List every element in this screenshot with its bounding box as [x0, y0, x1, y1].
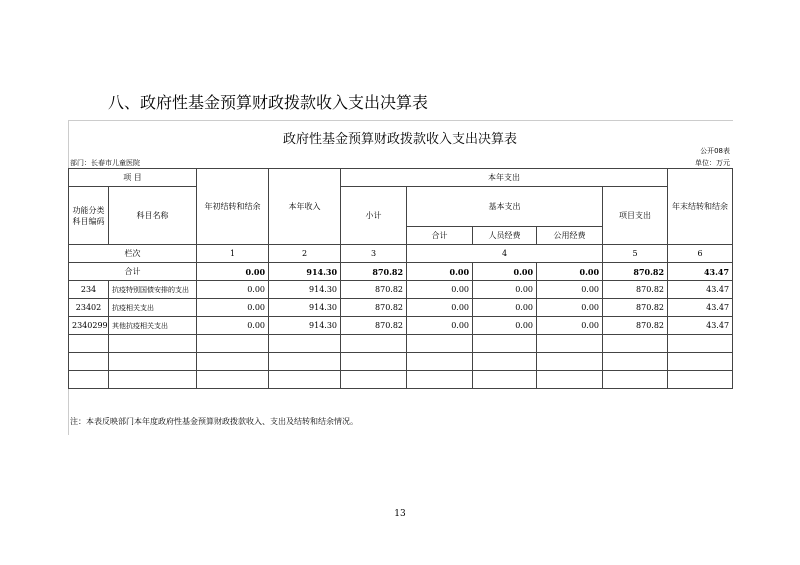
- header-income: 本年收入: [269, 169, 341, 245]
- header-basic-expense: 基本支出: [407, 187, 603, 227]
- total-subtotal: 870.82: [341, 263, 407, 281]
- total-label: 合计: [69, 263, 197, 281]
- row-begin: 0.00: [197, 317, 269, 335]
- total-income: 914.30: [269, 263, 341, 281]
- row-code: 234: [69, 281, 109, 299]
- empty-row: [69, 335, 733, 353]
- row-personnel: 0.00: [473, 317, 537, 335]
- total-personnel: 0.00: [473, 263, 537, 281]
- budget-table: [68, 168, 733, 389]
- row-subtotal: 870.82: [341, 281, 407, 299]
- header-basic-total: 合计: [407, 227, 473, 245]
- row-public: 0.00: [537, 281, 603, 299]
- row-subtotal: 870.82: [341, 299, 407, 317]
- table-row: [69, 299, 733, 317]
- row-basic-total: 0.00: [407, 317, 473, 335]
- empty-row: [69, 353, 733, 371]
- row-project: 870.82: [603, 317, 668, 335]
- table-row: [69, 317, 733, 335]
- header-public: 公用经费: [537, 227, 603, 245]
- column-index-5: 5: [603, 245, 668, 263]
- header-row-2: [69, 187, 733, 227]
- row-code: 23402: [69, 299, 109, 317]
- table-note: 注：本表反映部门本年度政府性基金预算财政拨款收入、支出及结转和结余情况。: [70, 417, 358, 426]
- page-number: 13: [394, 509, 406, 519]
- header-personnel: 人员经费: [473, 227, 537, 245]
- header-row-1: [69, 169, 733, 187]
- row-begin: 0.00: [197, 281, 269, 299]
- total-begin: 0.00: [197, 263, 269, 281]
- total-public: 0.00: [537, 263, 603, 281]
- header-project-expense: 项目支出: [603, 187, 668, 245]
- row-income: 914.30: [269, 317, 341, 335]
- total-end: 43.47: [668, 263, 733, 281]
- row-project: 870.82: [603, 299, 668, 317]
- row-name: 抗疫相关支出: [109, 299, 197, 317]
- total-project: 870.82: [603, 263, 668, 281]
- table-title: 政府性基金预算财政拨款收入支出决算表: [282, 132, 517, 147]
- column-index-label: 栏次: [69, 245, 197, 263]
- department-label: 部门：长春市儿童医院: [70, 159, 140, 167]
- row-end: 43.47: [668, 299, 733, 317]
- header-subtotal: 小计: [341, 187, 407, 245]
- row-public: 0.00: [537, 317, 603, 335]
- unit-label: 单位：万元: [695, 159, 730, 167]
- row-personnel: 0.00: [473, 299, 537, 317]
- form-code: 公开08表: [700, 147, 730, 155]
- header-subject-name: 科目名称: [109, 187, 197, 245]
- row-name: 抗疫特别国债安排的支出: [109, 281, 197, 299]
- row-begin: 0.00: [197, 299, 269, 317]
- row-subtotal: 870.82: [341, 317, 407, 335]
- row-public: 0.00: [537, 299, 603, 317]
- table-row: [69, 281, 733, 299]
- empty-row: [69, 371, 733, 389]
- row-income: 914.30: [269, 281, 341, 299]
- total-basic-total: 0.00: [407, 263, 473, 281]
- column-index-row: [69, 245, 733, 263]
- column-index-2: 2: [269, 245, 341, 263]
- row-project: 870.82: [603, 281, 668, 299]
- row-end: 43.47: [668, 281, 733, 299]
- row-income: 914.30: [269, 299, 341, 317]
- row-personnel: 0.00: [473, 281, 537, 299]
- header-item-group: 项 目: [69, 169, 197, 187]
- row-basic-total: 0.00: [407, 299, 473, 317]
- column-index-4: 4: [407, 245, 603, 263]
- row-name: 其他抗疫相关支出: [109, 317, 197, 335]
- page-heading: 八、政府性基金预算财政拨款收入支出决算表: [108, 93, 429, 112]
- header-end-balance: 年末结转和结余: [668, 169, 733, 245]
- row-code: 2340299: [69, 317, 109, 335]
- row-end: 43.47: [668, 317, 733, 335]
- column-index-6: 6: [668, 245, 733, 263]
- column-index-3: 3: [341, 245, 407, 263]
- column-index-1: 1: [197, 245, 269, 263]
- total-row: [69, 263, 733, 281]
- header-begin-balance: 年初结转和结余: [197, 169, 269, 245]
- header-expense-group: 本年支出: [341, 169, 668, 187]
- row-basic-total: 0.00: [407, 281, 473, 299]
- header-func-code: 功能分类科目编码: [69, 187, 109, 245]
